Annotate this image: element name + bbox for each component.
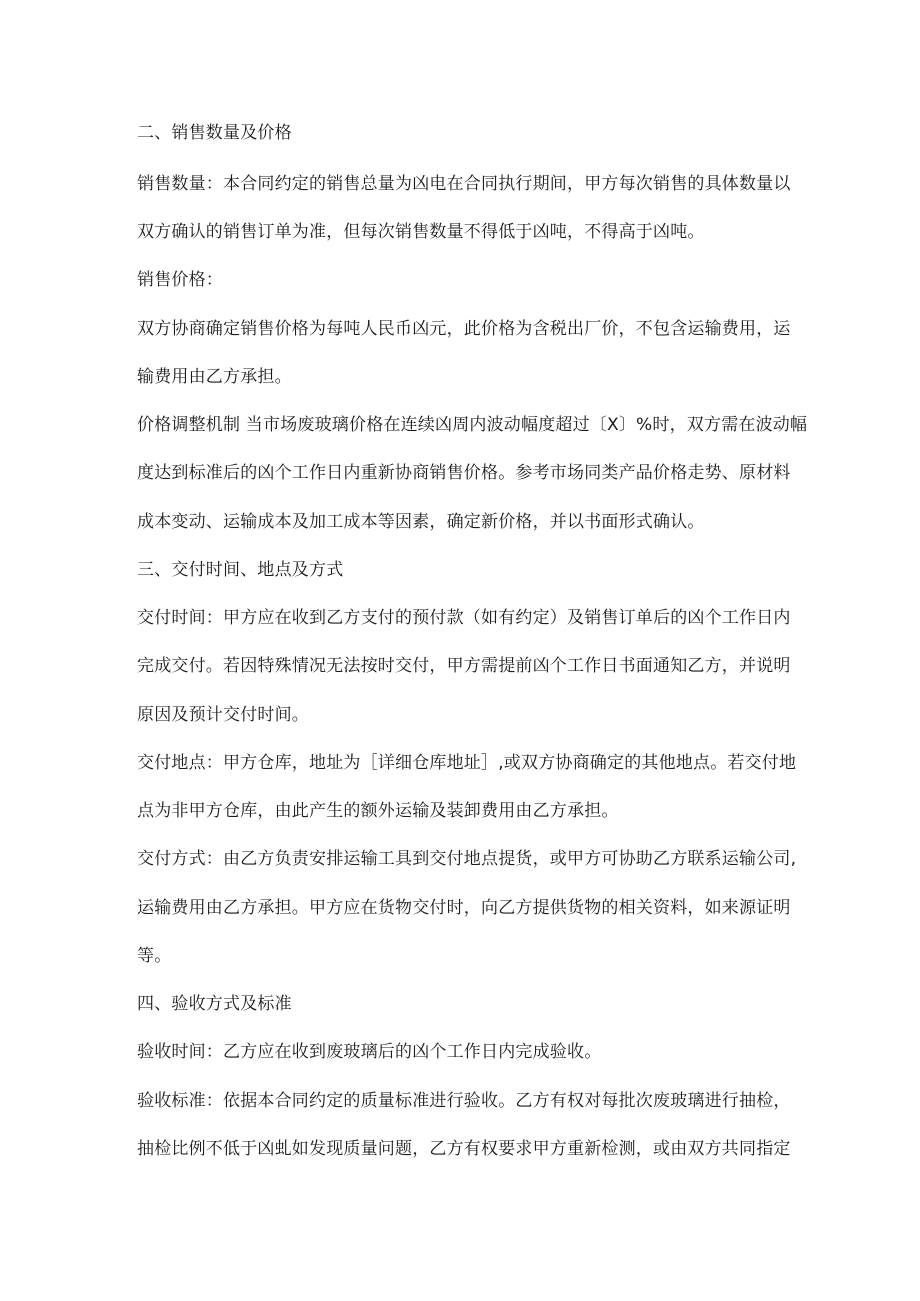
price-adjust-line-1: 价格调整机制 当市场废玻璃价格在连续凶周内波动幅度超过〔X〕%时，双方需在波动幅 <box>137 415 808 435</box>
delivery-method-line-1: 交付方式：由乙方负责安排运输工具到交付地点提货，或甲方可协助乙方联系运输公司, <box>137 849 797 869</box>
sales-quantity-line-2: 双方确认的销售订单为准，但每次销售数量不得低于凶吨，不得高于凶吨。 <box>137 222 705 242</box>
acceptance-time-line-1: 验收时间：乙方应在收到废玻璃后的凶个工作日内完成验收。 <box>137 1042 602 1062</box>
acceptance-standard-line-2: 抽检比例不低于凶虬如发现质量问题，乙方有权要求甲方重新检测，或由双方共同指定 <box>137 1139 791 1159</box>
section-4-heading: 四、验收方式及标准 <box>137 994 292 1014</box>
delivery-method-line-2: 运输费用由乙方承担。甲方应在货物交付时，向乙方提供货物的相关资料，如来源证明 <box>137 898 791 918</box>
sales-price-label: 销售价格： <box>137 270 223 290</box>
sales-quantity-line-1: 销售数量：本合同约定的销售总量为凶电在合同执行期间，甲方每次销售的具体数量以 <box>137 174 791 194</box>
delivery-place-line-1: 交付地点：甲方仓库，地址为［详细仓库地址］,或双方协商确定的其他地点。若交付地 <box>137 753 797 773</box>
delivery-time-line-2: 完成交付。若因特殊情况无法按时交付，甲方需提前凶个工作日书面通知乙方，并说明 <box>137 656 791 676</box>
section-2-heading: 二、销售数量及价格 <box>137 123 292 143</box>
price-adjust-line-2: 度达到标准后的凶个工作日内重新协商销售价格。参考市场同类产品价格走势、原材料 <box>137 463 791 483</box>
sales-price-line-2: 输费用由乙方承担。 <box>137 367 292 387</box>
acceptance-standard-line-1: 验收标准：依据本合同约定的质量标准进行验收。乙方有权对每批次废玻璃进行抽检， <box>137 1091 791 1111</box>
sales-price-line-1: 双方协商确定销售价格为每吨人民币凶元，此价格为含税出厂价，不包含运输费用，运 <box>137 319 791 339</box>
delivery-method-line-3: 等。 <box>137 946 172 966</box>
price-adjust-line-3: 成本变动、运输成本及加工成本等因素，确定新价格，并以书面形式确认。 <box>137 512 705 532</box>
delivery-place-line-2: 点为非甲方仓库，由此产生的额外运输及装卸费用由乙方承担。 <box>137 801 619 821</box>
section-3-heading: 三、交付时间、地点及方式 <box>137 560 344 580</box>
delivery-time-line-1: 交付时间：甲方应在收到乙方支付的预付款（如有约定）及销售订单后的凶个工作日内 <box>137 608 791 628</box>
delivery-time-line-3: 原因及预计交付时间。 <box>137 705 309 725</box>
